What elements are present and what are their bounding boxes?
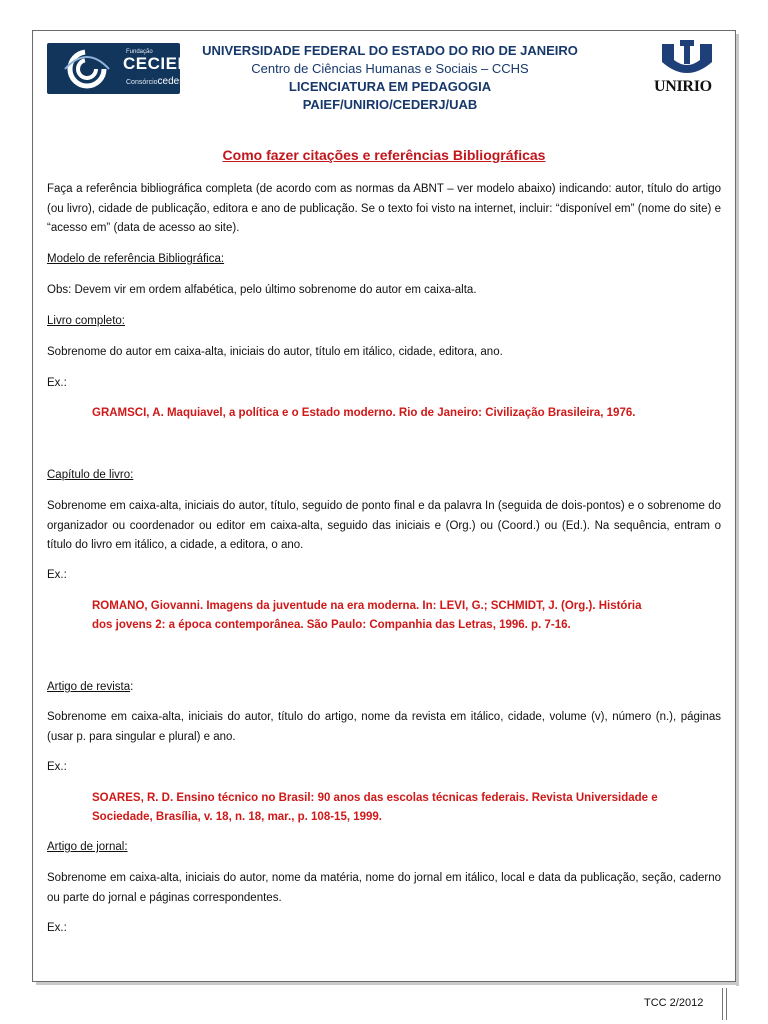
livro-description: Sobrenome do autor em caixa-alta, iniciais do autor, título em itálico, cidade, editora, ano. [47, 346, 503, 358]
revista-description: Sobrenome em caixa-alta, iniciais do autor, título do artigo, nome da revista em itálico, cidade, volume (v), número (n.), páginas (usar p. para singular e plural) e ano. [47, 711, 721, 743]
capitulo-description: Sobrenome em caixa-alta, iniciais do autor, título, seguido de ponto final e da palavra In (seguida de dois-pontos) e o sobrenome do organizador ou coordenador ou editor em caixa-alta, seguido das iniciais e (Org.) ou (Coord.) ou (Ed.). Na sequência, entram o título do livro em itálico, a cidade, a editora, o ano. [47, 500, 721, 552]
capitulo-example-label: Ex.: [47, 569, 67, 581]
cecierj-name: CECIERJ [123, 54, 201, 73]
unirio-logo [652, 40, 722, 96]
jornal-heading: Artigo de jornal: [47, 841, 128, 853]
footer-divider [722, 988, 723, 1020]
capitulo-heading: Capítulo de livro: [47, 469, 134, 481]
page-border-shadow-bottom [36, 982, 739, 985]
revista-example-line1: SOARES, R. D. Ensino técnico no Brasil: 90 anos das escolas técnicas federais. Revista Universidade e [92, 792, 658, 804]
revista-heading [47, 678, 721, 698]
footer-divider-2 [726, 988, 727, 1020]
revista-heading-text: Artigo de revista [47, 681, 131, 693]
program-name: PAIEF/UNIRIO/CEDERJ/UAB [302, 97, 478, 112]
center-name: Centro de Ciências Humanas e Sociais – CCHS [251, 61, 529, 76]
page-title: Como fazer citações e referências Bibliográficas [222, 147, 546, 163]
revista-example-label: Ex.: [47, 761, 67, 773]
obs-paragraph: Obs: Devem vir em ordem alfabética, pelo último sobrenome do autor em caixa-alta. [47, 284, 477, 296]
jornal-example-label: Ex.: [47, 922, 67, 934]
livro-example: GRAMSCI, A. Maquiavel, a política e o Estado moderno. Rio de Janeiro: Civilização Brasileira, 1976. [92, 407, 636, 419]
unirio-name: UNIRIO [654, 78, 712, 95]
institution-header [190, 42, 590, 114]
cederj-name: cederj [157, 76, 185, 87]
revista-heading-colon: : [130, 681, 134, 693]
cecierj-consortium [126, 76, 185, 87]
capitulo-example-line1: ROMANO, Giovanni. Imagens da juventude na era moderna. In: LEVI, G.; SCHMIDT, J. (Org.). História [92, 600, 642, 612]
cecierj-logo [47, 43, 201, 94]
livro-example-label: Ex.: [47, 377, 67, 389]
cecierj-foundation-text: Fundação [126, 49, 153, 55]
page-border-shadow [736, 34, 739, 986]
intro-paragraph: Faça a referência bibliográfica completa (de acordo com as normas da ABNT – ver modelo abaixo) indicando: autor, título do artigo (ou livro), cidade de publicação, editora e ano de publicação. Se o texto foi visto na internet, incluir: “disponível em” (nome do site) e “acesso em” (data de acesso ao site). [47, 183, 721, 235]
jornal-description: Sobrenome em caixa-alta, iniciais do autor, nome da matéria, nome do jornal em itálico, local e data da publicação, seção, caderno ou parte do jornal e páginas correspondentes. [47, 872, 721, 904]
cecierj-consortium-label: Consórcio [126, 79, 158, 86]
revista-example-line2: Sociedade, Brasília, v. 18, n. 18, mar., p. 108-15, 1999. [92, 811, 383, 823]
model-heading: Modelo de referência Bibliográfica: [47, 253, 225, 265]
unirio-emblem-icon [652, 40, 722, 80]
footer-course-code: TCC 2/2012 [644, 997, 704, 1009]
livro-heading: Livro completo: [47, 315, 125, 327]
course-name: LICENCIATURA EM PEDAGOGIA [288, 79, 492, 94]
university-name: UNIVERSIDADE FEDERAL DO ESTADO DO RIO DE JANEIRO [202, 43, 578, 58]
capitulo-example-line2: dos jovens 2: a época contemporânea. São Paulo: Companhia das Letras, 1996. p. 7-16. [92, 619, 571, 631]
